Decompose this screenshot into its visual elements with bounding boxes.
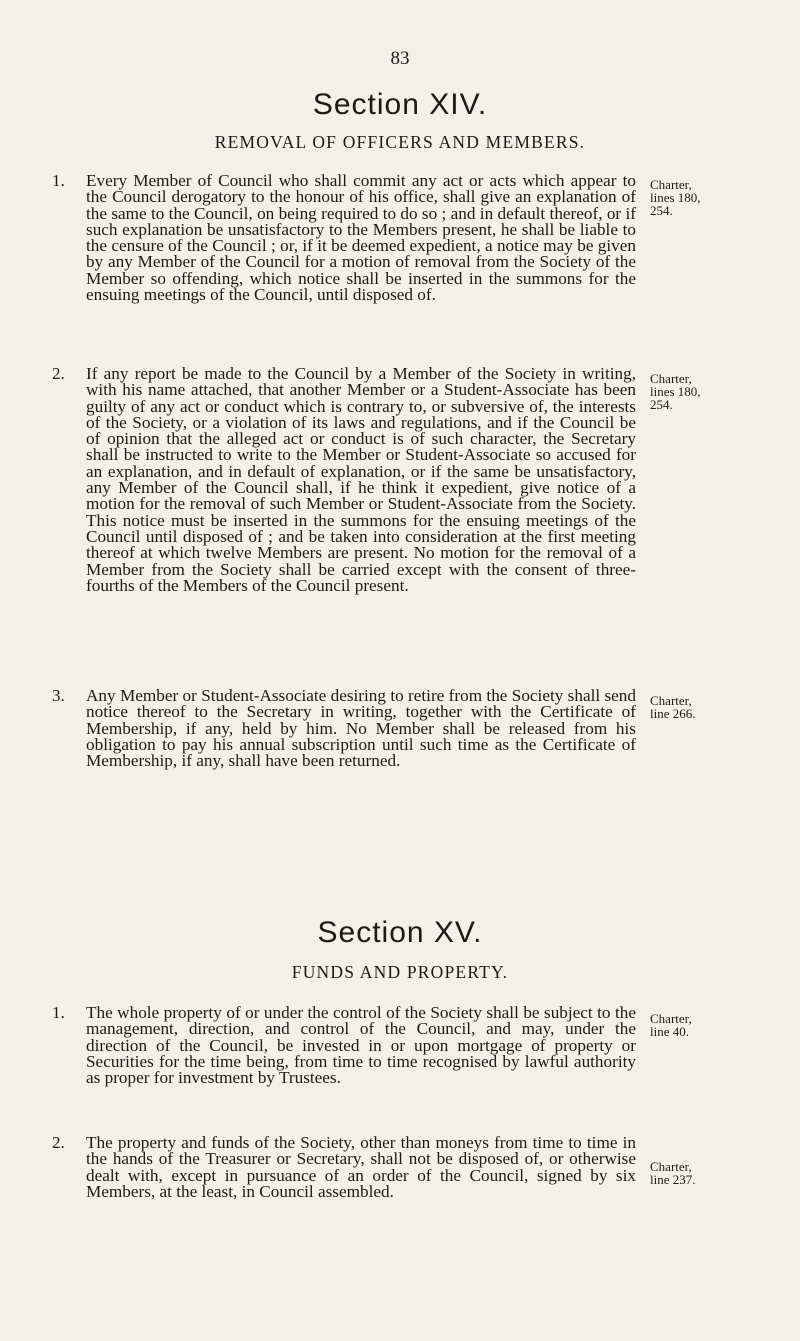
section-subtitle: FUNDS AND PROPERTY.	[291, 962, 509, 982]
margin-reference	[650, 694, 790, 720]
margin-reference	[650, 1012, 790, 1038]
margin-line: lines 180,	[650, 190, 701, 205]
margin-line: line 266.	[650, 706, 696, 721]
paragraph-number: 2.	[52, 1133, 65, 1152]
paragraph-number: 2.	[52, 364, 65, 383]
section-title: Section XIV.	[312, 88, 488, 121]
paragraph-text: Any Member or Student-Associate desiring to retire from the Society shall send notice thereof to the Secretary in writing, together with the Certificate of Membership, if any, held by him. No Member shall be released from his obligation to pay his annual subscription until such time as the Certificate of Membership, if any, shall have been returned.	[86, 686, 636, 771]
paragraph-text: Every Member of Council who shall commit any act or acts which appear to the Council derogatory to the honour of his office, shall give an explanation of the same to the Council, on being required to do so ; and in default thereof, or if such explanation be unsatisfactory to the Members present, he shall be liable to the censure of the Council ; or, if it be deemed expedient, a notice may be given by any Member of the Council for a motion of removal from the Society of the Member so offending, which notice shall be inserted in the summons for the ensuing meetings of the Council, until disposed of.	[86, 171, 636, 305]
section-subtitle: REMOVAL OF OFFICERS AND MEMBERS.	[214, 132, 586, 152]
margin-reference	[650, 178, 790, 217]
paragraph-text: If any report be made to the Council by a Member of the Society in writing, with his name attached, that another Member or a Student-Associate has been guilty of any act or conduct which is contrary to, or subversive of, the interests of the Society, or a violation of its laws and regulations, and if the Council be of opinion that the alleged act or conduct is of such character, the Secretary shall be instructed to write to the Member or Student-Associate so accused for an explanation, and in default of explanation, or if the same be unsatisfactory, any Member of the Council shall, if he think it expedient, give notice of a motion for the removal of such Member or Student-Associate from the Society. This notice must be inserted in the summons for the ensuing meetings of the Council until disposed of ; and be taken into consideration at the first meeting thereof at which twelve Members are present. No motion for the removal of a Member from the Society shall be carried except with the consent of three-fourths of the Members of the Council present.	[86, 364, 636, 595]
margin-reference	[650, 1160, 790, 1186]
margin-line: Charter,	[650, 371, 692, 386]
section-title: Section XV.	[317, 916, 483, 949]
margin-line: lines 180,	[650, 384, 701, 399]
margin-line: Charter,	[650, 1159, 692, 1174]
paragraph-text: The property and funds of the Society, other than moneys from time to time in the hands of the Treasurer or Secretary, shall not be disposed of, or otherwise dealt with, except in pursuance of an order of the Council, signed by six Members, at the least, in Council assembled.	[86, 1133, 636, 1201]
margin-line: line 40.	[650, 1024, 689, 1039]
margin-line: 254.	[650, 397, 673, 412]
margin-line: Charter,	[650, 693, 692, 708]
margin-reference	[650, 372, 790, 411]
margin-line: Charter,	[650, 177, 692, 192]
paragraph-text: The whole property of or under the control of the Society shall be subject to the management, direction, and control of the Council, and may, under the direction of the Council, be invested in or upon mortgage of property or Securities for the time being, from time to time recognised by lawful authority as proper for investment by Trustees.	[86, 1003, 636, 1088]
margin-line: 254.	[650, 203, 673, 218]
paragraph-number: 1.	[52, 171, 65, 190]
page-number: 83	[390, 48, 410, 69]
margin-line: line 237.	[650, 1172, 696, 1187]
paragraph-number: 3.	[52, 686, 65, 705]
margin-line: Charter,	[650, 1011, 692, 1026]
paragraph-number: 1.	[52, 1003, 65, 1022]
